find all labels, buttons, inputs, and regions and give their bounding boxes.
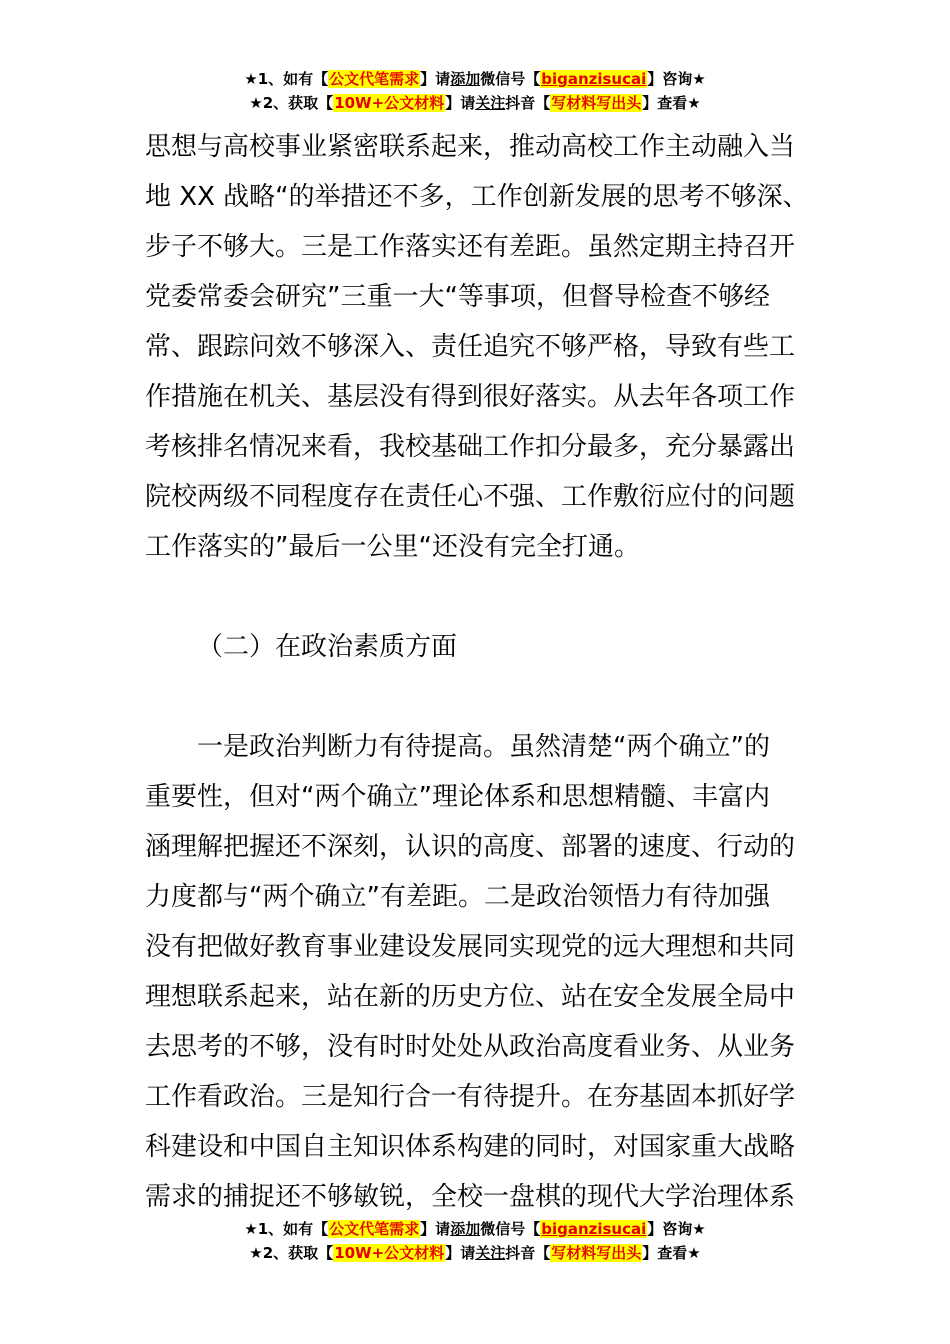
paragraph-line: 涵理解把握还不深刻，认识的高度、部署的速度、行动的	[145, 832, 796, 862]
paragraph-line: 工作看政治。三是知行合一有待提升。在夯基固本抓好学	[145, 1082, 796, 1112]
wechat-id-link[interactable]: biganzisucai	[541, 70, 647, 88]
banner-underlined-text: 添加	[450, 70, 481, 88]
spacer	[145, 572, 810, 622]
paragraph-line: 思想与高校事业紧密联系起来，推动高校工作主动融入当	[145, 132, 796, 162]
banner-text: 抖音【	[505, 94, 551, 112]
paragraph-line: 作措施在机关、基层没有得到很好落实。从去年各项工作	[145, 382, 796, 412]
banner-text: ★2、获取【	[249, 94, 334, 112]
highlight-douyin-account: 写材料写出头	[551, 1244, 642, 1262]
highlight-writing-service: 公文代笔需求	[329, 70, 420, 88]
banner-text: 】咨询★	[647, 70, 706, 88]
banner-text: 】咨询★	[647, 1220, 706, 1238]
paragraph-line: 没有把做好教育事业建设发展同实现党的远大理想和共同	[145, 932, 796, 962]
banner-text: 抖音【	[505, 1244, 551, 1262]
spacer	[145, 672, 810, 722]
banner-text: ★1、如有【	[244, 1220, 329, 1238]
top-banner	[0, 67, 950, 115]
paragraph-line: 理想联系起来，站在新的历史方位、站在安全发展全局中	[145, 982, 796, 1012]
banner-underlined-text: 关注	[475, 1244, 506, 1262]
banner-text: 微信号【	[480, 1220, 541, 1238]
banner-text: 】查看★	[642, 1244, 701, 1262]
paragraph-line: 工作落实的”最后一公里“还没有完全打通。	[145, 532, 640, 562]
banner-text: ★1、如有【	[244, 70, 329, 88]
paragraph-line: 一是政治判断力有待提高。虽然清楚“两个确立”的	[197, 732, 770, 762]
banner-line-1	[0, 1217, 950, 1241]
banner-text: ★2、获取【	[249, 1244, 334, 1262]
wechat-id-link[interactable]: biganzisucai	[541, 1220, 647, 1238]
paragraph-line: 去思考的不够，没有时时处处从政治高度看业务、从业务	[145, 1032, 796, 1062]
banner-text: 】请	[420, 1220, 451, 1238]
banner-text: 】请	[420, 70, 451, 88]
paragraph-line: 地 XX 战略“的举措还不多，工作创新发展的思考不够深、	[145, 182, 809, 212]
banner-text: 】请	[445, 94, 476, 112]
paragraph-line: 科建设和中国自主知识体系构建的同时，对国家重大战略	[145, 1132, 796, 1162]
banner-line-2	[0, 1241, 950, 1265]
paragraph-line: 常、跟踪问效不够深入、责任追究不够严格，导致有些工	[145, 332, 796, 362]
banner-text: 】请	[445, 1244, 476, 1262]
paragraph-line: 力度都与“两个确立”有差距。二是政治领悟力有待加强	[145, 882, 770, 912]
highlight-douyin-account: 写材料写出头	[551, 94, 642, 112]
banner-underlined-text: 添加	[450, 1220, 481, 1238]
banner-underlined-text: 关注	[475, 94, 506, 112]
document-body	[145, 122, 810, 1222]
highlight-writing-service: 公文代笔需求	[329, 1220, 420, 1238]
banner-text: 微信号【	[480, 70, 541, 88]
bottom-banner	[0, 1217, 950, 1265]
banner-line-2	[0, 91, 950, 115]
banner-text: 】查看★	[642, 94, 701, 112]
paragraph-line: 步子不够大。三是工作落实还有差距。虽然定期主持召开	[145, 232, 796, 262]
paragraph-line: 党委常委会研究”三重一大“等事项，但督导检查不够经	[145, 282, 770, 312]
paragraph-line: 考核排名情况来看，我校基础工作扣分最多，充分暴露出	[145, 432, 796, 462]
banner-line-1	[0, 67, 950, 91]
highlight-materials: 10W+公文材料	[334, 94, 445, 112]
paragraph-line: 院校两级不同程度存在责任心不强、工作敷衍应付的问题	[145, 482, 796, 512]
paragraph-line: 需求的捕捉还不够敏锐，全校一盘棋的现代大学治理体系	[145, 1182, 796, 1212]
paragraph-line: 重要性，但对“两个确立”理论体系和思想精髓、丰富内	[145, 782, 770, 812]
section-heading: （二）在政治素质方面	[197, 632, 458, 662]
highlight-materials: 10W+公文材料	[334, 1244, 445, 1262]
